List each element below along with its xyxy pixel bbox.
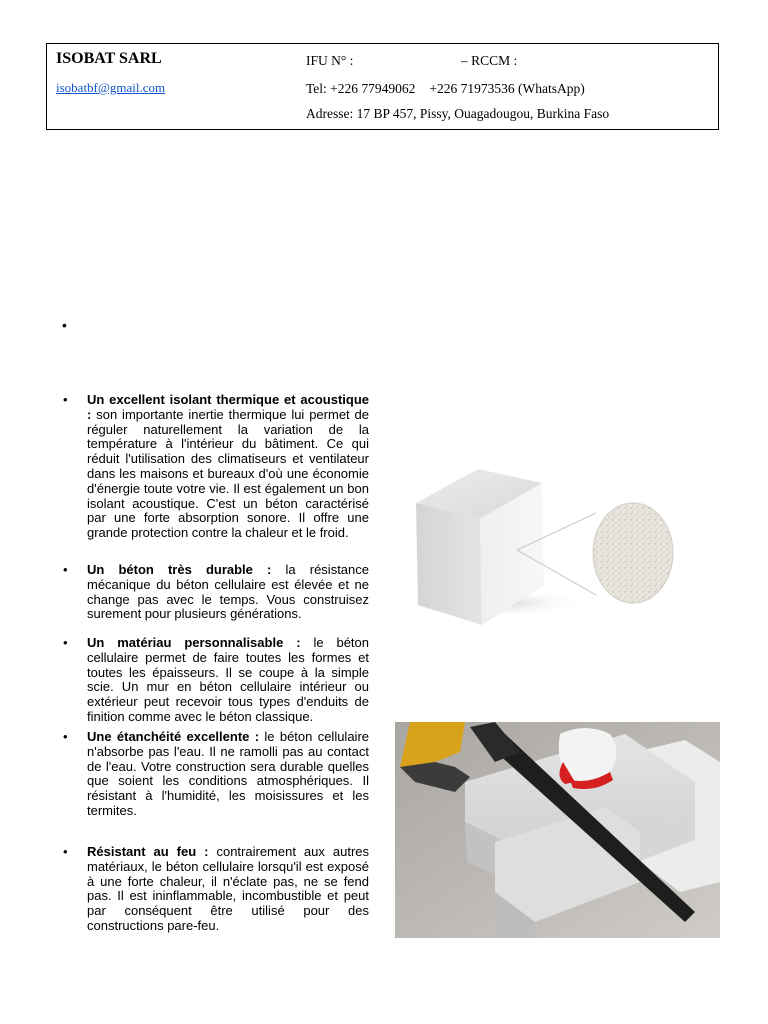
item-text: contrairement aux autres matériaux, le béton cellulaire lorsqu'il est exposé à une forte chaleur, il n'éclate pas, ne se fend pas. Il est ininflammable, incombustible et peut par conséquent être utilisé pour des constructions pare-feu. bbox=[87, 845, 369, 933]
cutting-block-photo bbox=[395, 722, 720, 938]
bullet-icon: • bbox=[63, 729, 68, 744]
list-item bbox=[63, 392, 369, 541]
bullet-icon: • bbox=[63, 635, 68, 650]
rccm-label: – RCCM : bbox=[461, 53, 518, 68]
list-item bbox=[63, 844, 369, 934]
company-name: ISOBAT SARL bbox=[56, 50, 162, 67]
bullet-icon: • bbox=[63, 392, 68, 407]
phone-line bbox=[306, 81, 585, 97]
address-line: Adresse: 17 BP 457, Pissy, Ouagadougou, Burkina Faso bbox=[306, 106, 610, 121]
item-text: son importante inertie thermique lui permet de réguler naturellement la variation de la température à l'intérieur du bâtiment. Ce qui réduit l'utilisation des climatiseurs et ventilateur dans les maisons et bureaux d'où une économie d'énergie toute votre vie. Il est également un bon isolant acoustique. C'est un béton caractérisé par une forte absorption sonore. Il offre une grande protection contre la chaleur et le froid. bbox=[87, 406, 369, 541]
empty-bullet: • bbox=[62, 317, 67, 333]
phone-number: Tel: +226 77949062 bbox=[306, 81, 416, 96]
bullet-icon: • bbox=[63, 844, 68, 859]
email-link[interactable]: isobatbf@gmail.com bbox=[56, 80, 166, 95]
item-title: Un matériau personnalisable : bbox=[87, 636, 301, 650]
list-item bbox=[63, 729, 369, 819]
list-item bbox=[63, 635, 369, 725]
item-title: Résistant au feu : bbox=[87, 845, 209, 859]
bullet-icon: • bbox=[63, 562, 68, 577]
letterhead-box bbox=[46, 43, 719, 130]
item-title: Un excellent isolant thermique et acoustique : bbox=[87, 393, 369, 422]
item-text: la résistance mécanique du béton cellulaire est élevée et ne change pas avec le temps. Vous construisez surement pour plusieurs générations. bbox=[87, 563, 369, 621]
list-item bbox=[63, 562, 369, 621]
item-title: Un béton très durable : bbox=[87, 563, 272, 577]
whatsapp-number: +226 71973536 (WhatsApp) bbox=[429, 81, 585, 96]
ifu-label: IFU N° : bbox=[306, 53, 354, 68]
concrete-block-image bbox=[396, 453, 692, 629]
item-text: le béton cellulaire n'absorbe pas l'eau. Il ne ramolli pas au contact de l'eau. Votre construction sera durable quelles que soient les conditions atmosphériques. Il résistant à l'humidité, les moisissures et les termites. bbox=[87, 730, 369, 818]
item-title: Une étanchéité excellente : bbox=[87, 730, 260, 744]
item-text: le béton cellulaire permet de faire toutes les formes et toutes les épaisseurs. Il se coupe à la simple scie. Un mur en béton cellulaire intérieur ou extérieur peut recevoir tous types d'enduits de finition comme avec le béton classique. bbox=[87, 636, 369, 724]
